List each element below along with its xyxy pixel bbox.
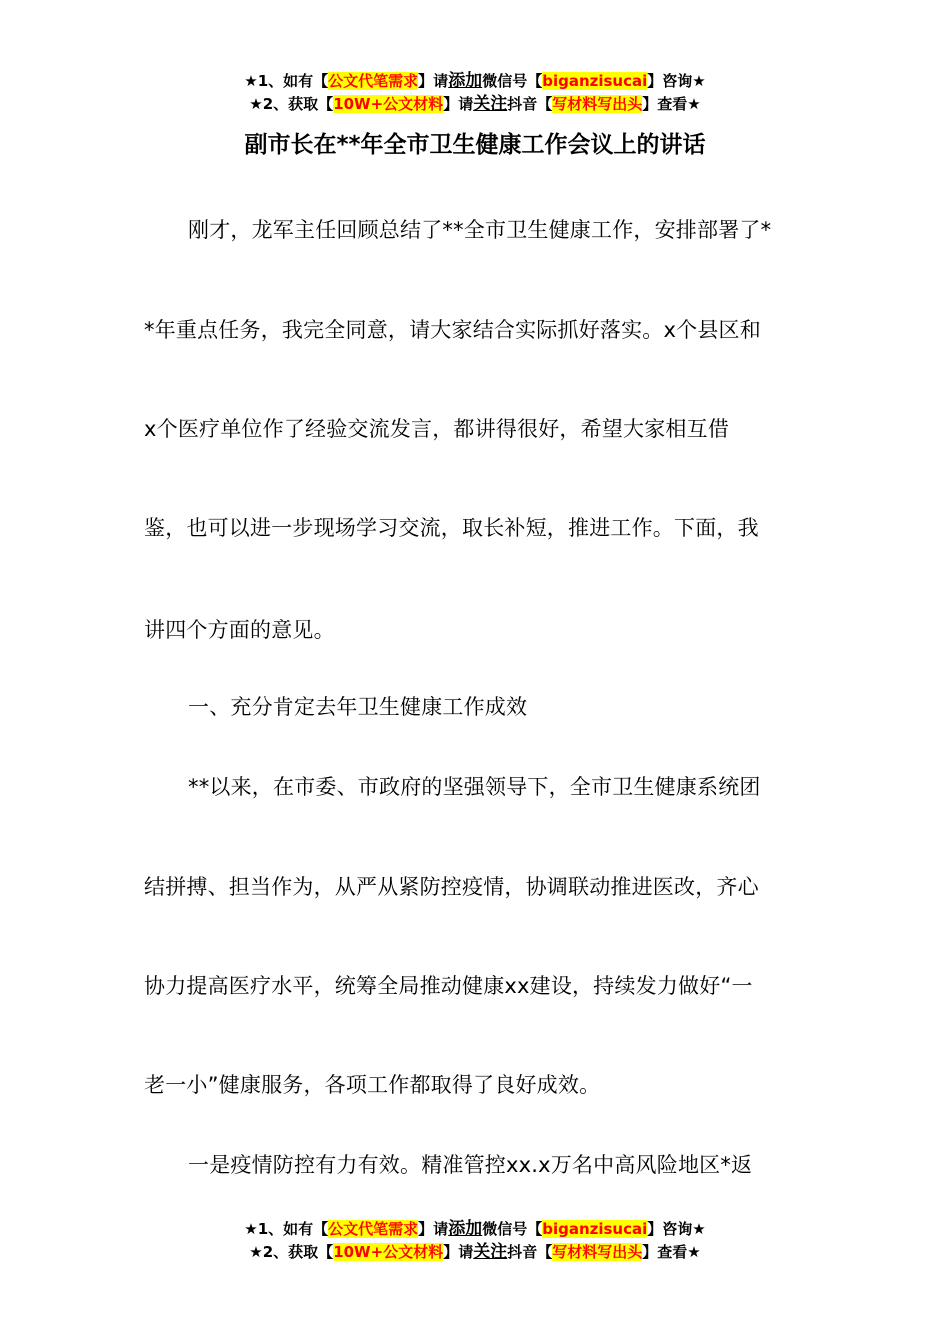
- promo-text: 】请: [418, 72, 449, 90]
- promo-line-2: [0, 1241, 950, 1264]
- promo-highlight: 10W+公文材料: [333, 1243, 444, 1261]
- promo-line-1: [0, 1218, 950, 1241]
- section-heading: 一、充分肯定去年卫生健康工作成效: [188, 695, 528, 719]
- promo-text: 】咨询★: [647, 72, 706, 90]
- promo-highlight: 公文代笔需求: [328, 72, 419, 90]
- promo-text: ★2、获取【: [249, 1243, 334, 1261]
- promo-underline: 关注: [473, 94, 508, 114]
- paragraph-line: *年重点任务，我完全同意，请大家结合实际抓好落实。x个县区和: [144, 318, 761, 342]
- promo-douyin-id: 写材料写出头: [552, 95, 643, 113]
- header-promo-banner: [0, 70, 950, 116]
- paragraph-line: **以来，在市委、市政府的坚强领导下，全市卫生健康系统团: [188, 775, 761, 799]
- promo-line-2: [0, 93, 950, 116]
- promo-highlight: 公文代笔需求: [328, 1220, 419, 1238]
- promo-text: 抖音【: [507, 95, 553, 113]
- promo-wechat-id: biganzisucai: [542, 72, 648, 90]
- paragraph-line: 协力提高医疗水平，统筹全局推动健康xx建设，持续发力做好“一: [144, 974, 753, 998]
- promo-wechat-id: biganzisucai: [542, 1220, 648, 1238]
- promo-text: 微信号【: [482, 1220, 543, 1238]
- paragraph-line: 鉴，也可以进一步现场学习交流，取长补短，推进工作。下面，我: [144, 516, 759, 540]
- document-title: 副市长在**年全市卫生健康工作会议上的讲话: [244, 132, 706, 158]
- promo-underline: 关注: [473, 1242, 508, 1262]
- paragraph-line: 刚才，龙军主任回顾总结了**全市卫生健康工作，安排部署了*: [188, 218, 772, 242]
- promo-underline: 添加: [448, 71, 483, 91]
- promo-text: 】请: [443, 95, 474, 113]
- paragraph-line: 老一小”健康服务，各项工作都取得了良好成效。: [144, 1073, 601, 1097]
- promo-text: 抖音【: [507, 1243, 553, 1261]
- promo-text: 微信号【: [482, 72, 543, 90]
- paragraph-line: 讲四个方面的意见。: [144, 618, 335, 642]
- promo-text: 】查看★: [642, 95, 701, 113]
- promo-line-1: [0, 70, 950, 93]
- promo-text: ★2、获取【: [249, 95, 334, 113]
- promo-text: ★1、如有【: [244, 72, 329, 90]
- paragraph-line: 结拼搏、担当作为，从严从紧防控疫情，协调联动推进医改，齐心: [144, 875, 759, 899]
- paragraph-line: x个医疗单位作了经验交流发言，都讲得很好，希望大家相互借: [144, 417, 730, 441]
- promo-highlight: 10W+公文材料: [333, 95, 444, 113]
- promo-text: ★1、如有【: [244, 1220, 329, 1238]
- promo-text: 】咨询★: [647, 1220, 706, 1238]
- promo-underline: 添加: [448, 1219, 483, 1239]
- promo-text: 】查看★: [642, 1243, 701, 1261]
- footer-promo-banner: [0, 1218, 950, 1264]
- promo-text: 】请: [443, 1243, 474, 1261]
- promo-text: 】请: [418, 1220, 449, 1238]
- promo-douyin-id: 写材料写出头: [552, 1243, 643, 1261]
- paragraph-line: 一是疫情防控有力有效。精准管控xx.x万名中高风险地区*返: [188, 1153, 753, 1177]
